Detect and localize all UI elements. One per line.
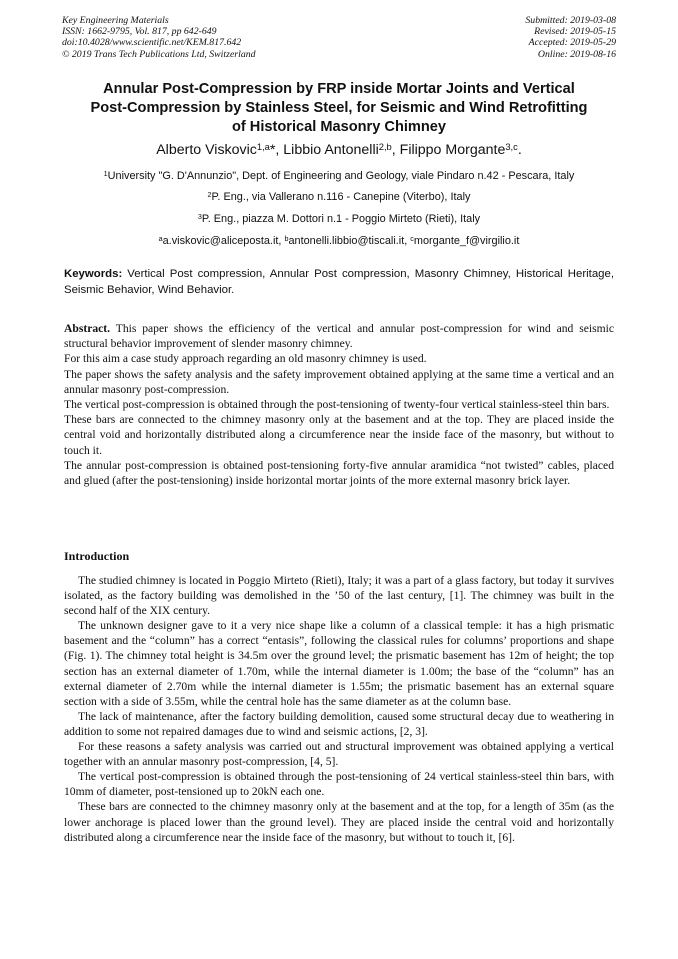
affiliation — [40, 191, 638, 204]
paper-title — [50, 80, 628, 137]
email-text: morgante_f@virgilio.it — [413, 235, 520, 247]
body-paragraph: The vertical post-compression is obtained through the post-tensioning of 24 vertical stainless-steel thin bars, with 10mm of diameter, post-tensioned up to 20kN each one. — [64, 770, 614, 799]
body-paragraph: The unknown designer gave to it a very nice shape like a column of a classical temple: it has a high prismatic basement and the “column” has a correct “entasis”, following the classical rules for columns’ proportions and shape (Fig. 1). The chimney total height is 34.5m over the ground level; the prismatic basement has 12m of height; the top section has an external diameter of 1.70m, while the internal diameter is 1.00m; the base of the “column” has an external diameter of 2.70m while the internal diameter is 1.55m; the prismatic basement has an external square section with a side of 3.55m, while the central hole has the same diameter as at the column base. — [64, 619, 614, 708]
author-separator: , — [391, 142, 400, 158]
abstract-paragraph: The vertical post-compression is obtained through the post-tensioning of twenty-four vertical stainless-steel thin bars. — [64, 398, 610, 412]
email-superscript: a — [158, 233, 163, 243]
revised-date: Revised: 2019-05-15 — [534, 26, 616, 38]
body-paragraph: The lack of maintenance, after the factory building demolition, caused some structural decay due to weathering in addition to some not repaired damages due to wind and seismic actions, [2, 3]. — [64, 709, 614, 738]
affiliation — [40, 170, 638, 183]
introduction-body — [64, 573, 614, 845]
author-name: Libbio Antonelli — [283, 142, 379, 158]
abstract-paragraph: For this aim a case study approach regarding an old masonry chimney is used. — [64, 352, 427, 366]
body-paragraph: The studied chimney is located in Poggio Mirteto (Rieti), Italy; it was a part of a glass factory, but today it survives isolated, as the factory building was demolished in the ’50 of the last century, [1]. The chimney was built in the second half of the XIX century. — [64, 574, 614, 618]
doi: doi:10.4028/www.scientific.net/KEM.817.642 — [62, 37, 242, 49]
abstract — [64, 321, 614, 488]
author-superscript: 3,c — [505, 141, 518, 152]
keywords — [64, 267, 614, 298]
author-name: Filippo Morgante — [399, 142, 506, 158]
author-name: Alberto Viskovic — [156, 142, 257, 158]
email-superscript: b — [284, 233, 289, 243]
journal-info — [62, 15, 256, 60]
abstract-text: This paper shows the efficiency of the vertical and annular post-compression for wind and seismic structural behavior improvement of slender masonry chimney. — [64, 322, 614, 351]
affiliation-superscript: 1 — [103, 168, 108, 178]
author-superscript: 2,b — [378, 141, 392, 152]
author-list — [40, 141, 638, 159]
keywords-text: Vertical Post compression, Annular Post compression, Masonry Chimney, Historical Heritage, Seismic Behavior, Wind Behavior. — [64, 268, 614, 296]
email-text: antonelli.libbio@tiscali.it, — [288, 235, 411, 247]
body-paragraph: For these reasons a safety analysis was carried out and structural improvement was obtained applying a vertical together with an annular masonry post-compression, [4, 5]. — [64, 740, 614, 769]
abstract-paragraph: The paper shows the safety analysis and the safety improvement obtained applying at the same time a vertical and an annular masonry post-compression. — [64, 367, 614, 396]
author-separator: . — [517, 142, 522, 158]
abstract-label: Abstract. — [64, 322, 111, 335]
affiliation-text: University "G. D'Annunzio", Dept. of Engineering and Geology, viale Pindaro n.42 - Pescara, Italy — [107, 170, 575, 182]
abstract-paragraph — [64, 321, 614, 351]
body-paragraph: These bars are connected to the chimney masonry only at the basement and at the top, for a length of 35m (as the lower anchorage is placed lower than the ground level). They are placed inside the central void and horizontally distributed along a circumference near the inside face of the masonry, but without to touch it, [6]. — [64, 800, 614, 844]
title-line: Post-Compression by Stainless Steel, for Seismic and Wind Retrofitting — [90, 100, 588, 116]
publication-dates — [525, 15, 616, 60]
online-date: Online: 2019-08-16 — [537, 48, 616, 60]
section-heading-introduction: Introduction — [64, 549, 130, 563]
email-superscript: c — [410, 233, 414, 243]
journal-name: Key Engineering Materials — [62, 15, 169, 26]
affiliation-text: P. Eng., via Vallerano n.116 - Canepine (Viterbo), Italy — [211, 191, 471, 203]
author-emails — [40, 235, 638, 248]
abstract-paragraph: These bars are connected to the chimney masonry only at the basement and at the top. They are placed inside the central void and horizontally distributed along a circumference near the inside face of the masonry, but without to touch it. — [64, 413, 614, 457]
affiliation — [40, 213, 638, 226]
issn-volume: ISSN: 1662-9795, Vol. 817, pp 642-649 — [62, 26, 217, 38]
abstract-paragraph: The annular post-compression is obtained post-tensioning forty-five annular aramidica “not twisted” cables, placed and glued (after the post-tensioning) inside horizontal mortar joints of the more external masonry brick layer. — [64, 458, 614, 488]
author-separator: *, — [269, 142, 284, 158]
affiliation-superscript: 3 — [197, 211, 202, 221]
email-text: a.viskovic@aliceposta.it, — [162, 235, 285, 247]
keywords-label: Keywords: — [64, 268, 123, 280]
accepted-date: Accepted: 2019-05-29 — [528, 37, 616, 49]
title-line: of Historical Masonry Chimney — [231, 119, 447, 135]
submitted-date: Submitted: 2019-03-08 — [525, 15, 616, 26]
affiliation-text: P. Eng., piazza M. Dottori n.1 - Poggio Mirteto (Rieti), Italy — [201, 213, 481, 225]
copyright: © 2019 Trans Tech Publications Ltd, Switzerland — [62, 48, 256, 60]
author-superscript: 1,a — [256, 141, 270, 152]
title-line: Annular Post-Compression by FRP inside Mortar Joints and Vertical — [103, 81, 575, 97]
affiliation-superscript: 2 — [207, 189, 212, 199]
